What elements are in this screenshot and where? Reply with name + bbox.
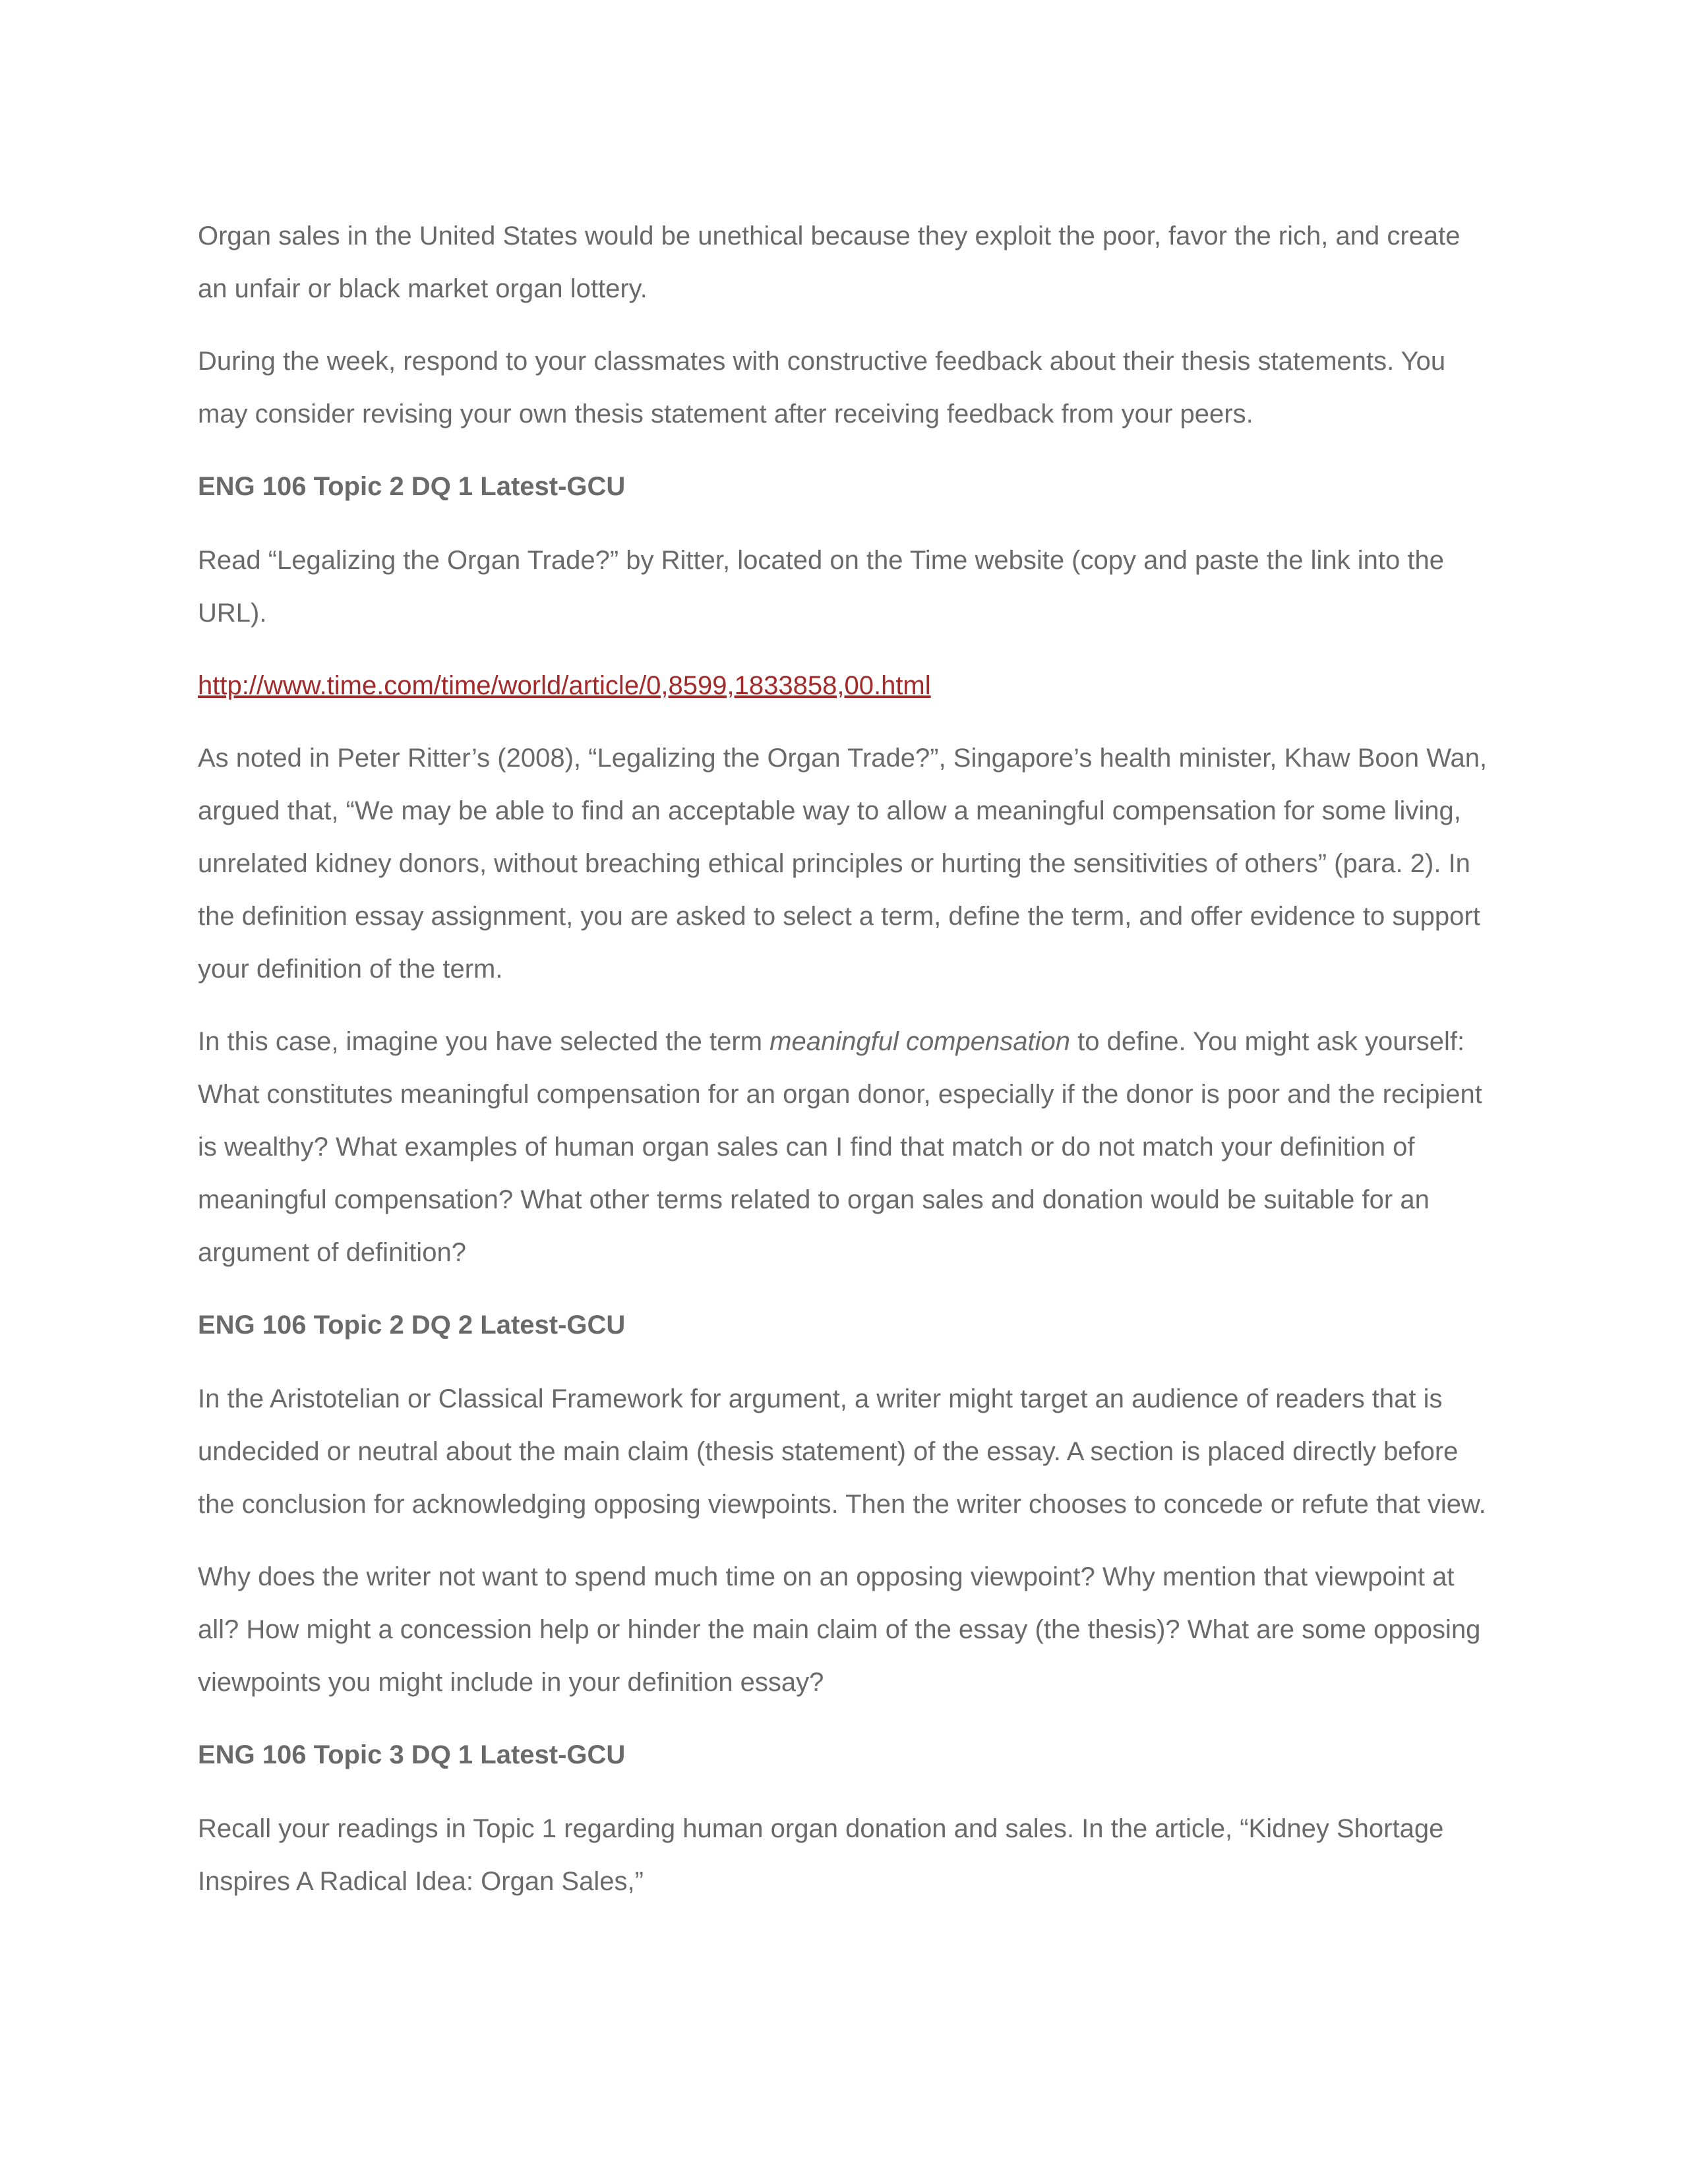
- heading-topic2-dq2: ENG 106 Topic 2 DQ 2 Latest-GCU: [198, 1311, 626, 1340]
- paragraph-respond-instructions: During the week, respond to your classmates with constructive feedback about their thesis statements. You may consider revising your own thesis statement after receiving feedback from your peers.: [198, 347, 1446, 428]
- paragraph-meaningful-compensation: [198, 1015, 1490, 1279]
- p5-italic-term: meaningful compensation: [769, 1027, 1070, 1056]
- p5-text-before: In this case, imagine you have selected the term: [198, 1027, 770, 1056]
- paragraph-recall-readings: Recall your readings in Topic 1 regarding human organ donation and sales. In the article, “Kidney Shortage Inspires A Radical Idea: Organ Sales,”: [198, 1814, 1444, 1896]
- p5-text-after: to define. You might ask yourself: What constitutes meaningful compensation for an organ donor, especially if the donor is poor and the recipient is wealthy? What examples of human organ sales can I find that match or do not match your definition of meaningful compensation? What other terms related to organ sales and donation would be suitable for an argument of definition?: [198, 1027, 1482, 1267]
- heading-topic2-dq1: ENG 106 Topic 2 DQ 1 Latest-GCU: [198, 472, 626, 501]
- paragraph-opposing-viewpoint: Why does the writer not want to spend much time on an opposing viewpoint? Why mention that viewpoint at all? How might a concession help or hinder the main claim of the essay (the thesis)? What are some opposing viewpoints you might include in your definition essay?: [198, 1562, 1481, 1697]
- document-page: [198, 210, 1490, 1928]
- time-article-link[interactable]: http://www.time.com/time/world/article/0,8599,1833858,00.html: [198, 671, 931, 700]
- paragraph-thesis-example: Organ sales in the United States would be unethical because they exploit the poor, favor the rich, and create an unfair or black market organ lottery.: [198, 221, 1461, 303]
- paragraph-read-ritter: Read “Legalizing the Organ Trade?” by Ritter, located on the Time website (copy and paste the link into the URL).: [198, 546, 1444, 628]
- link-paragraph: [198, 659, 1490, 712]
- paragraph-ritter-quote: As noted in Peter Ritter’s (2008), “Legalizing the Organ Trade?”, Singapore’s health minister, Khaw Boon Wan, argued that, “We may be able to find an acceptable way to allow a meaningful compensation for some living, unrelated kidney donors, without breaching ethical principles or hurting the sensitivities of others” (para. 2). In the definition essay assignment, you are asked to select a term, define the term, and offer evidence to support your definition of the term.: [198, 744, 1488, 984]
- heading-topic3-dq1: ENG 106 Topic 3 DQ 1 Latest-GCU: [198, 1740, 626, 1769]
- paragraph-aristotelian: In the Aristotelian or Classical Framework for argument, a writer might target an audience of readers that is undecided or neutral about the main claim (thesis statement) of the essay. A section is placed directly before the conclusion for acknowledging opposing viewpoints. Then the writer chooses to concede or refute that view.: [198, 1384, 1486, 1519]
